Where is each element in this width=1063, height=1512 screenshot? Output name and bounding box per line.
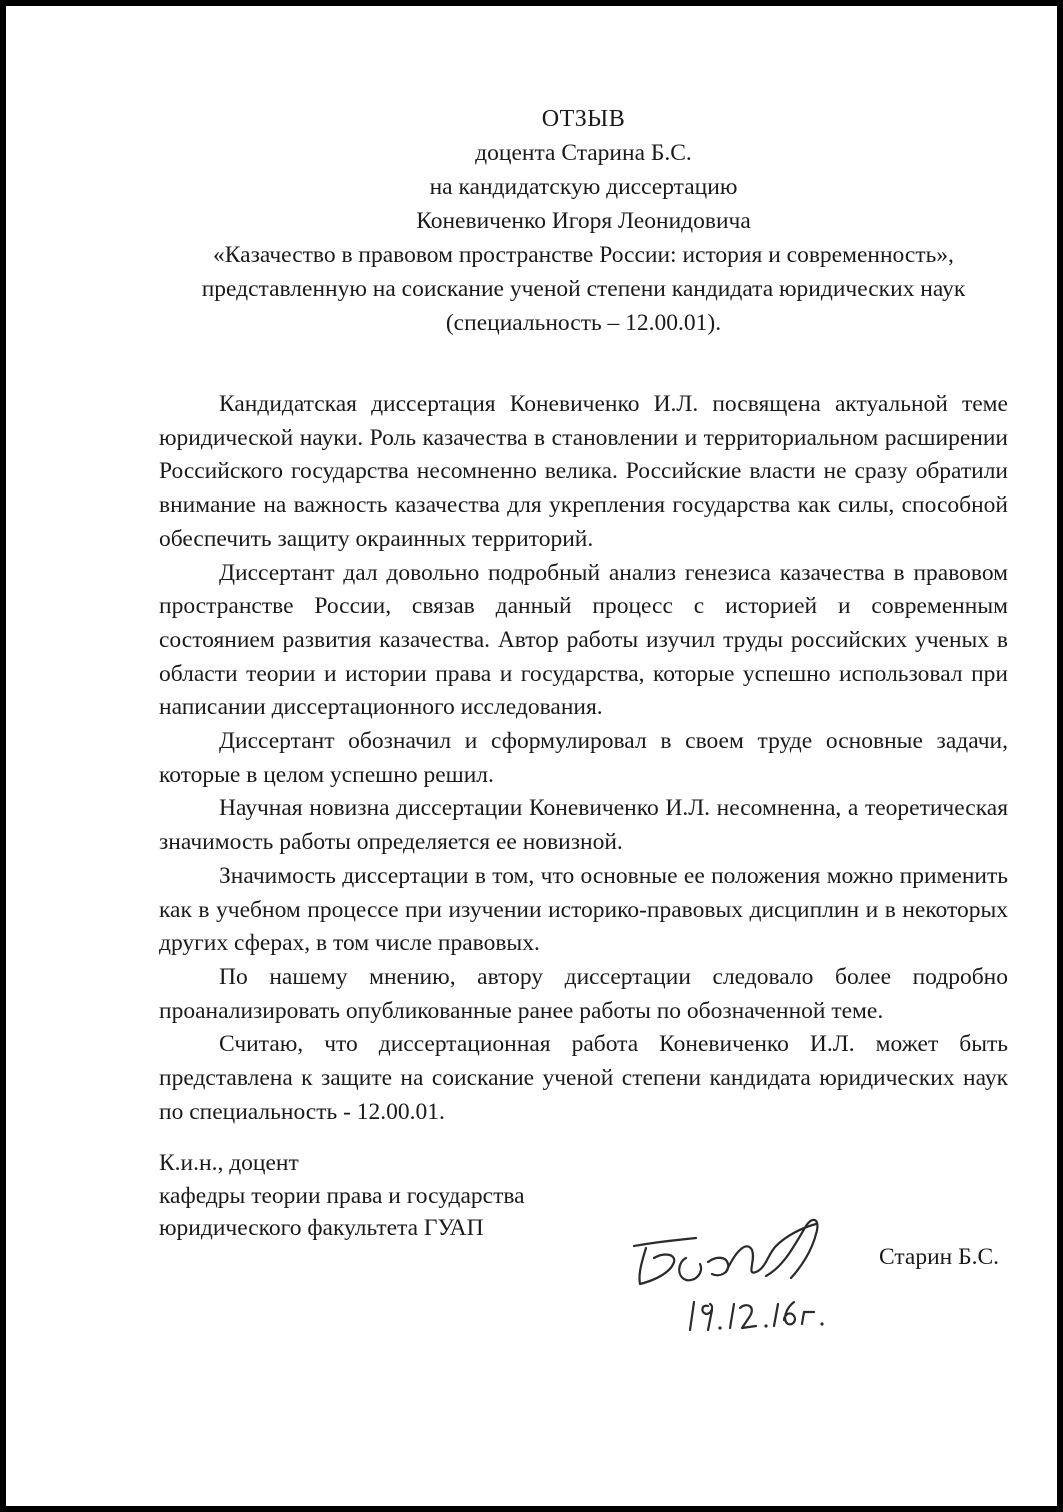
signer-title: К.и.н., доцент <box>159 1150 299 1176</box>
body-paragraph: Научная новизна диссертации Коневиченко И.Л. несомненна, а теоретическая значимость работы определяется ее новизной. <box>159 795 1008 856</box>
header-reviewer-line: доцента Старина Б.С. <box>475 140 692 166</box>
header-candidate-line: Коневиченко Игоря Леонидовича <box>416 208 751 234</box>
header-thesis-title-line: «Казачество в правовом пространстве России: история и современность», <box>213 242 954 268</box>
body-paragraph: Кандидатская диссертация Коневиченко И.Л. посвящена актуальной теме юридической науки. Роль казачества в становлении и территориальном расширении Российского государства несомненно велика. Российские власти не сразу обратили внимание на важность казачества для укрепления государства как силы, способной обеспечить защиту окраинных территорий. <box>159 391 1008 552</box>
header-specialty-line: (специальность – 12.00.01). <box>445 310 722 336</box>
body-paragraph: Диссертант дал довольно подробный анализ генезиса казачества в правовом пространстве России, связав данный процесс с историей и современным состоянием развития казачества. Автор работы изучил труды российских ученых в области теории и истории права и государства, которые успешно использовал при написании диссертационного исследования. <box>159 559 1008 721</box>
body-paragraph: Значимость диссертации в том, что основные ее положения можно применить как в учебном процессе при изучении историко-правовых дисциплин и в некоторых других сферах, в том числе правовых. <box>159 862 1008 957</box>
handwritten-signature <box>616 1206 866 1336</box>
signer-department: кафедры теории права и государства <box>159 1182 525 1209</box>
body-paragraph: Считаю, что диссертационная работа Коневиченко И.Л. может быть представлена к защите на соискание ученой степени кандидата юридических наук по специальность - 12.00.01. <box>159 1031 1008 1125</box>
signer-faculty: юридического факультета ГУАП <box>159 1215 484 1241</box>
body-paragraph: Диссертант обозначил и сформулировал в своем труде основные задачи, которые в целом успешно решил. <box>159 728 1008 788</box>
body-paragraph: По нашему мнению, автору диссертации следовало более подробно проанализировать опубликованные ранее работы по обозначенной теме. <box>159 963 1008 1024</box>
document-title: ОТЗЫВ <box>541 106 626 132</box>
document-header <box>159 102 1008 340</box>
signature-block <box>159 1147 525 1245</box>
document-body <box>159 388 1008 1129</box>
document-content <box>159 102 1008 1129</box>
signer-name: Старин Б.С. <box>879 1244 1000 1270</box>
header-subject-line: на кандидатскую диссертацию <box>429 174 738 200</box>
header-degree-line: представленную на соискание ученой степени кандидата юридических наук <box>201 276 966 302</box>
